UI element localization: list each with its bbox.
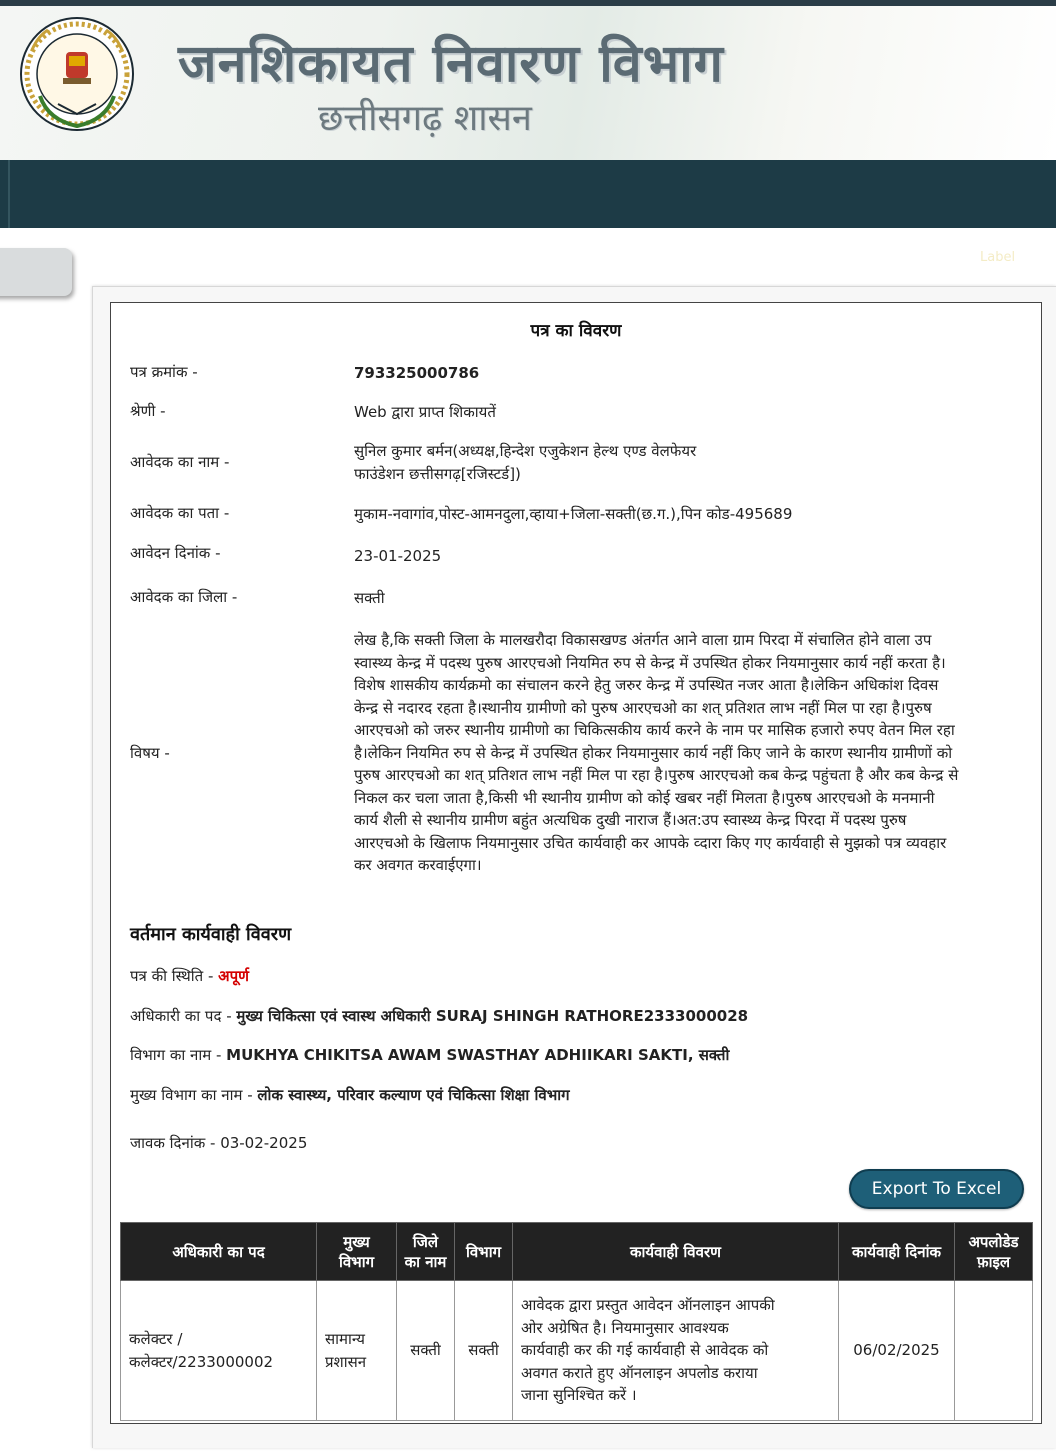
applicant-district-label: आवेदक का जिला - <box>130 588 238 606</box>
subject-line: आरएचओ को जरुर स्थानीय ग्रामीणो का चिकित्सकीय कार्य करने के नाम पर मासिक हजारो रुपए वेतन मिल रहा <box>354 721 955 739</box>
dispatch-date-value: 03-02-2025 <box>220 1134 308 1152</box>
col-header-officer-post: अधिकारी का पद <box>121 1223 317 1281</box>
cell-text: कलेक्टर / <box>129 1330 183 1348</box>
cell-text: जाना सुनिश्चित करें । <box>521 1386 637 1405</box>
letter-details-heading: पत्र का विवरण <box>530 321 622 341</box>
department-value: MUKHYA CHIKITSA AWAM SWASTHAY ADHIIKARI SAKTI, सक्ती <box>226 1046 730 1064</box>
cell-text: प्रशासन <box>325 1352 367 1371</box>
export-to-excel-button[interactable]: Export To Excel <box>849 1169 1024 1209</box>
col-header-main-department <box>317 1223 397 1281</box>
letter-status-label: पत्र की स्थिति - <box>130 967 219 985</box>
category-value: Web द्वारा प्राप्त शिकायतें <box>354 403 496 421</box>
officer-value: मुख्य चिकित्सा एवं स्वास्थ अधिकारी SURAJ SHINGH RATHORE2333000028 <box>236 1007 749 1025</box>
cell-text: कलेक्टर/2233000002 <box>129 1352 274 1371</box>
cell-text: ओर अग्रेषित है। नियमानुसार आवश्यक <box>521 1318 729 1337</box>
applicant-address-label: आवेदक का पता - <box>130 504 230 522</box>
main-department-label: मुख्य विभाग का नाम - <box>130 1086 258 1104</box>
col-header-uploaded-file <box>955 1223 1033 1281</box>
subject-line: है।लेकिन नियमित रुप से केन्द्र में उपस्थित होकर नियमानुसार कार्य नहीं किए जाने के कारण स्थानीय ग्रामीणों को <box>354 743 953 762</box>
main-department-line <box>130 1085 570 1105</box>
subject-label: विषय - <box>130 744 170 762</box>
applicant-district-value: सक्ती <box>354 589 385 607</box>
table-row <box>121 1281 1033 1421</box>
col-header-department: विभाग <box>455 1223 513 1281</box>
cell-officer-post <box>121 1281 317 1421</box>
col-header-text: अपलोडेड <box>968 1232 1019 1251</box>
cell-district: सक्ती <box>397 1281 455 1421</box>
cell-text: कार्यवाही कर की गई कार्यवाही से आवेदक को <box>521 1341 769 1360</box>
subject-line: पुरुष आरएचओ का शत् प्रतिशत लाभ नहीं मिल पा रहा है।पुरुष आरएचओ कब केन्द्र पहुंचता है और कब केन्द्र से <box>354 766 959 784</box>
cell-department: सक्ती <box>455 1281 513 1421</box>
site-subtitle: छत्तीसगढ़ शासन <box>318 98 532 139</box>
subject-line: निकल कर चला जाता है,किसी भी स्थानीय ग्रामीण को कोई खबर नहीं मिलता है।पुरुष आरएचओ के मनमानी <box>354 788 935 807</box>
cell-text: अवगत कराते हुए ऑनलाइन अपलोड कराया <box>521 1363 758 1382</box>
category-label: श्रेणी - <box>130 402 166 420</box>
dispatch-date-line <box>130 1133 307 1153</box>
cell-text: आवेदक द्वारा प्रस्तुत आवेदन ऑनलाइन आपकी <box>521 1296 775 1315</box>
letter-number-label: पत्र क्रमांक - <box>130 363 198 381</box>
col-header-text: विभाग <box>338 1252 375 1271</box>
department-line <box>130 1045 729 1065</box>
applicant-address-value: मुकाम-नवागांव,पोस्ट-आमनदुला,व्हाया+जिला-सक्ती(छ.ग.),पिन कोड-495689 <box>354 505 793 523</box>
table-header-row <box>121 1223 1033 1281</box>
navigation-bar <box>0 160 1056 228</box>
current-action-heading: वर्तमान कार्यवाही विवरण <box>130 924 292 945</box>
subject-line: आरएचओ के खिलाफ नियमानुसार उचित कार्यवाही कर आपके व्दारा किए गए कार्यवाही से मुझको पत्र व्यवहार <box>354 833 947 852</box>
col-header-district <box>397 1223 455 1281</box>
applicant-name-line2: फाउंडेशन छत्तीसगढ़[रजिस्टर्ड]) <box>354 465 521 483</box>
col-header-text: फ़ाइल <box>977 1252 1010 1271</box>
application-date-label: आवेदन दिनांक - <box>130 544 221 562</box>
cell-text: सामान्य <box>325 1330 366 1348</box>
cg-govt-emblem-icon <box>18 10 136 142</box>
application-date-value: 23-01-2025 <box>354 547 442 565</box>
applicant-name-label: आवेदक का नाम - <box>130 453 230 471</box>
subject-line: कार्य शैली से स्थानीय ग्रामीण बहुंत अत्यधिक दुखी नाराज हैं।अत:उप स्वास्थ्य केन्द्र पिरदा में पदस्थ पुरुष <box>354 811 907 829</box>
col-header-action-details: कार्यवाही विवरण <box>513 1223 839 1281</box>
site-title: जनशिकायत निवारण विभाग <box>178 33 724 94</box>
col-header-text: मुख्य <box>343 1232 370 1251</box>
header-top-strip <box>0 0 1056 6</box>
faint-label: Label <box>980 250 1016 265</box>
subject-line: विशेष शासकीय कार्यक्रमो का संचालन करने हेतु जरुर केन्द्र में उपस्थित नजर आता है।लेकिन अधिकांश दिवस <box>354 676 939 694</box>
subject-line: कर अवगत करवाईएगा। <box>354 856 482 874</box>
cell-action-date: 06/02/2025 <box>839 1281 955 1421</box>
cell-uploaded-file[interactable] <box>955 1281 1033 1421</box>
subject-line: लेख है,कि सक्ती जिला के मालखरौदा विकासखण्ड अंतर्गत आने वाला ग्राम पिरदा में संचालित होने वाला उप <box>354 631 932 649</box>
site-header <box>0 0 1056 162</box>
side-menu-tab[interactable] <box>0 248 72 296</box>
dispatch-date-label: जावक दिनांक - <box>130 1134 221 1152</box>
col-header-text: जिले <box>412 1232 439 1251</box>
subject-line: केन्द्र से नदारद रहता है।स्थानीय ग्रामीणो को पुरुष आरएचओ का शत् प्रतिशत लाभ नहीं मिल पा रहा है।पुरुष <box>354 698 932 717</box>
subject-line: स्वास्थ्य केन्द्र में पदस्थ पुरुष आरएचओ नियमित रुप से केन्द्र में उपस्थित होकर नियमानुसार कार्य नहीं करता है। <box>354 653 946 672</box>
letter-number-value: 793325000786 <box>354 364 480 382</box>
letter-status-value: अपूर्ण <box>218 967 249 985</box>
col-header-action-date: कार्यवाही दिनांक <box>839 1223 955 1281</box>
navbar-divider <box>8 160 10 228</box>
cell-main-department <box>317 1281 397 1421</box>
col-header-text: का नाम <box>404 1252 447 1271</box>
officer-line <box>130 1006 748 1026</box>
letter-status-line <box>130 966 249 986</box>
cell-action-details <box>513 1281 839 1421</box>
applicant-name-line1: सुनिल कुमार बर्मन(अध्यक्ष,हिन्देश एजुकेशन हेल्थ एण्ड वेलफेयर <box>354 442 697 460</box>
department-label: विभाग का नाम - <box>130 1046 227 1064</box>
subject-text <box>354 629 1030 877</box>
action-history-table <box>120 1222 1033 1421</box>
main-department-value: लोक स्वास्थ्य, परिवार कल्याण एवं चिकित्सा शिक्षा विभाग <box>257 1086 570 1104</box>
officer-label: अधिकारी का पद - <box>130 1007 237 1025</box>
